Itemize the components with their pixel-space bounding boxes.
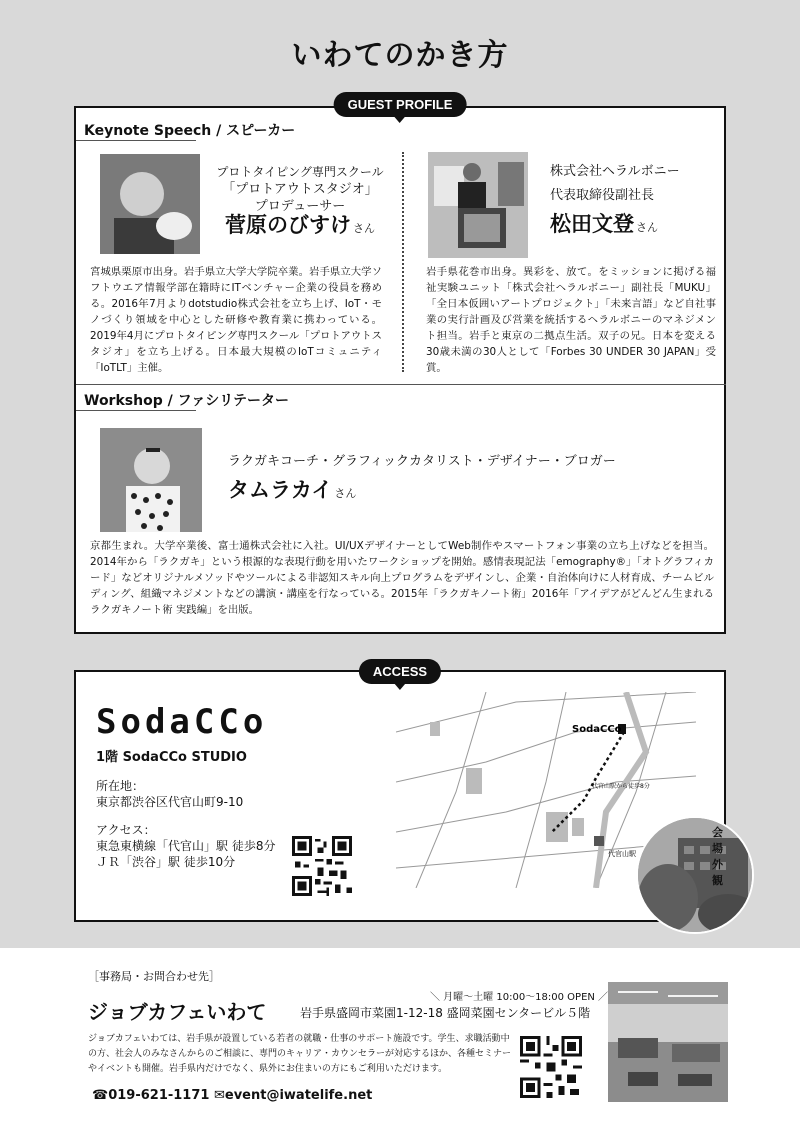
- footer-qr-code[interactable]: [520, 1036, 582, 1098]
- contact-footer: [0, 948, 800, 1131]
- access-label: アクセス：: [96, 823, 156, 837]
- speaker1-role-line3: プロデューサー: [254, 199, 346, 214]
- organization-address: 岩手県盛岡市菜園1-12-18 盛岡菜園センタービル５階: [300, 1006, 591, 1020]
- map-route-label: 代官山駅から徒歩8分: [592, 783, 650, 790]
- speaker2-photo: [428, 152, 528, 258]
- facilitator-name: タムラカイ: [228, 478, 333, 502]
- facilitator-honorific: さん: [334, 487, 357, 500]
- speaker1-bio: 宮城県栗原市出身。岩手県立大学大学院卒業。岩手県立大学ソフトウエア情報学部在籍時にITベンチャー企業の役員を務める。2016年7月よりdotstudio株式会社を立ち上げ、IoT・モノづくり領域を中心とした研修や教育業に携わっている。2019年4月にプロトタイピング専門スクール「プロトアウトスタジオ」を立ち上げる。日本最大規模のIoTコミュニティ「IoTLT」主催。: [90, 266, 382, 374]
- organization-description: ジョブカフェいわては、岩手県が設置している若者の就職・仕事のサポート施設です。学生、求職活動中の方、社会人のみなさんからのご相談に、専門のキャリア・カウンセラーが対応するほか、各種セミナーやイベントも開催。岩手県内だけでなく、県外にお住まいの方にもご利用いただけます。: [88, 1034, 512, 1074]
- contact-label: ［事務局・お問合わせ先］: [88, 970, 220, 983]
- access-line2: ＪＲ「渋谷」駅 徒歩10分: [96, 855, 236, 869]
- workshop-underline: [76, 410, 196, 411]
- speaker1-role-line2: 「プロトアウトスタジオ」: [222, 182, 378, 197]
- email-address[interactable]: ✉event@iwatelife.net: [214, 1088, 373, 1103]
- address-label: 所在地：: [96, 779, 145, 793]
- speaker1-honorific: さん: [353, 222, 375, 235]
- studio-name: 1階 SodaCCo STUDIO: [96, 750, 247, 765]
- speaker2-role-line1: 株式会社ヘラルボニー: [550, 164, 680, 179]
- speaker2-bio: 岩手県花巻市出身。異彩を、放て。をミッションに掲げる福祉実験ユニット「株式会社ヘラルボニー」副社長「MUKU」「全日本仮囲いアートプロジェクト」「未来言語」など自社事業の実行計画及び営業を統括するヘラルボニーのマネジメント担当。岩手と東京の二拠点生活。双子の兄。日本を変える30歳未満の30人として「Forbes 30 UNDER 30 JAPAN」受賞。: [426, 266, 716, 374]
- speaker2-role-line2: 代表取締役副社長: [550, 188, 655, 203]
- speaker1-photo: [100, 154, 200, 254]
- speaker1-role-line1: プロトタイピング専門スクール: [216, 165, 384, 179]
- facilitator-bio: 京都生まれ。大学卒業後、富士通株式会社に入社。UI/UXデザイナーとしてWeb制作やスマートフォン事業の立ち上げなどを担当。2014年から「ラクガキ」という根源的な表現行動を用いたワークショップを開始。感情表現記法「emography®」「オトグラフィカード」などオリジナルメソッドやツールによる非認知スキル向上プログラムをデザインし、企業・自治体向けに人材育成、チームビルディング、組織マネジメントなどの講演・講座を行なっている。2015年「ラクガキノート術」2016年「アイデアがどんどん生まれる ラクガキノート術 実践編」を出版。: [90, 540, 714, 616]
- access-box: [74, 670, 726, 922]
- guest-profile-pill: GUEST PROFILE: [334, 92, 467, 117]
- speaker2-role: [550, 160, 680, 240]
- facilitator-name-row: [228, 474, 356, 504]
- guest-profile-box: [74, 106, 726, 634]
- event-logo: いわてのかき方: [291, 38, 509, 73]
- venue-exterior-photo: [636, 816, 754, 934]
- speaker2-honorific: さん: [636, 221, 658, 234]
- access-pill: ACCESS: [359, 659, 441, 684]
- speaker1-name: 菅原のびすけ: [225, 213, 351, 237]
- access-line1: 東急東横線「代官山」駅 徒歩8分: [96, 839, 276, 853]
- job-cafe-interior-photo: [608, 982, 728, 1102]
- speaker-divider: [402, 152, 404, 372]
- workshop-divider: [76, 384, 726, 385]
- phone-number[interactable]: ☎019-621-1171: [92, 1088, 210, 1103]
- keynote-heading: Keynote Speech / スピーカー: [84, 123, 296, 139]
- facilitator-photo: [100, 428, 202, 532]
- sodacco-logo: SodaCCo: [96, 702, 268, 742]
- map-label-sodacco: SodaCCo: [572, 724, 622, 735]
- address-value: 東京都渋谷区代官山町9-10: [96, 795, 244, 809]
- workshop-heading: Workshop / ファシリテーター: [84, 393, 290, 409]
- facilitator-role: ラクガキコーチ・グラフィックカタリスト・デザイナー・ブロガー: [228, 454, 616, 469]
- venue-exterior-label: 会場外観: [712, 826, 723, 887]
- organization-name: ジョブカフェいわて: [88, 1000, 267, 1024]
- opening-hours: ＼ 月曜〜土曜 10:00〜18:00 OPEN ／: [430, 992, 609, 1003]
- access-qr-code[interactable]: [292, 836, 352, 896]
- keynote-divider: [76, 140, 196, 141]
- speaker1-role: [216, 164, 384, 237]
- speaker2-name: 松田文登: [550, 212, 634, 236]
- map-station-label: 代官山駅: [608, 850, 636, 858]
